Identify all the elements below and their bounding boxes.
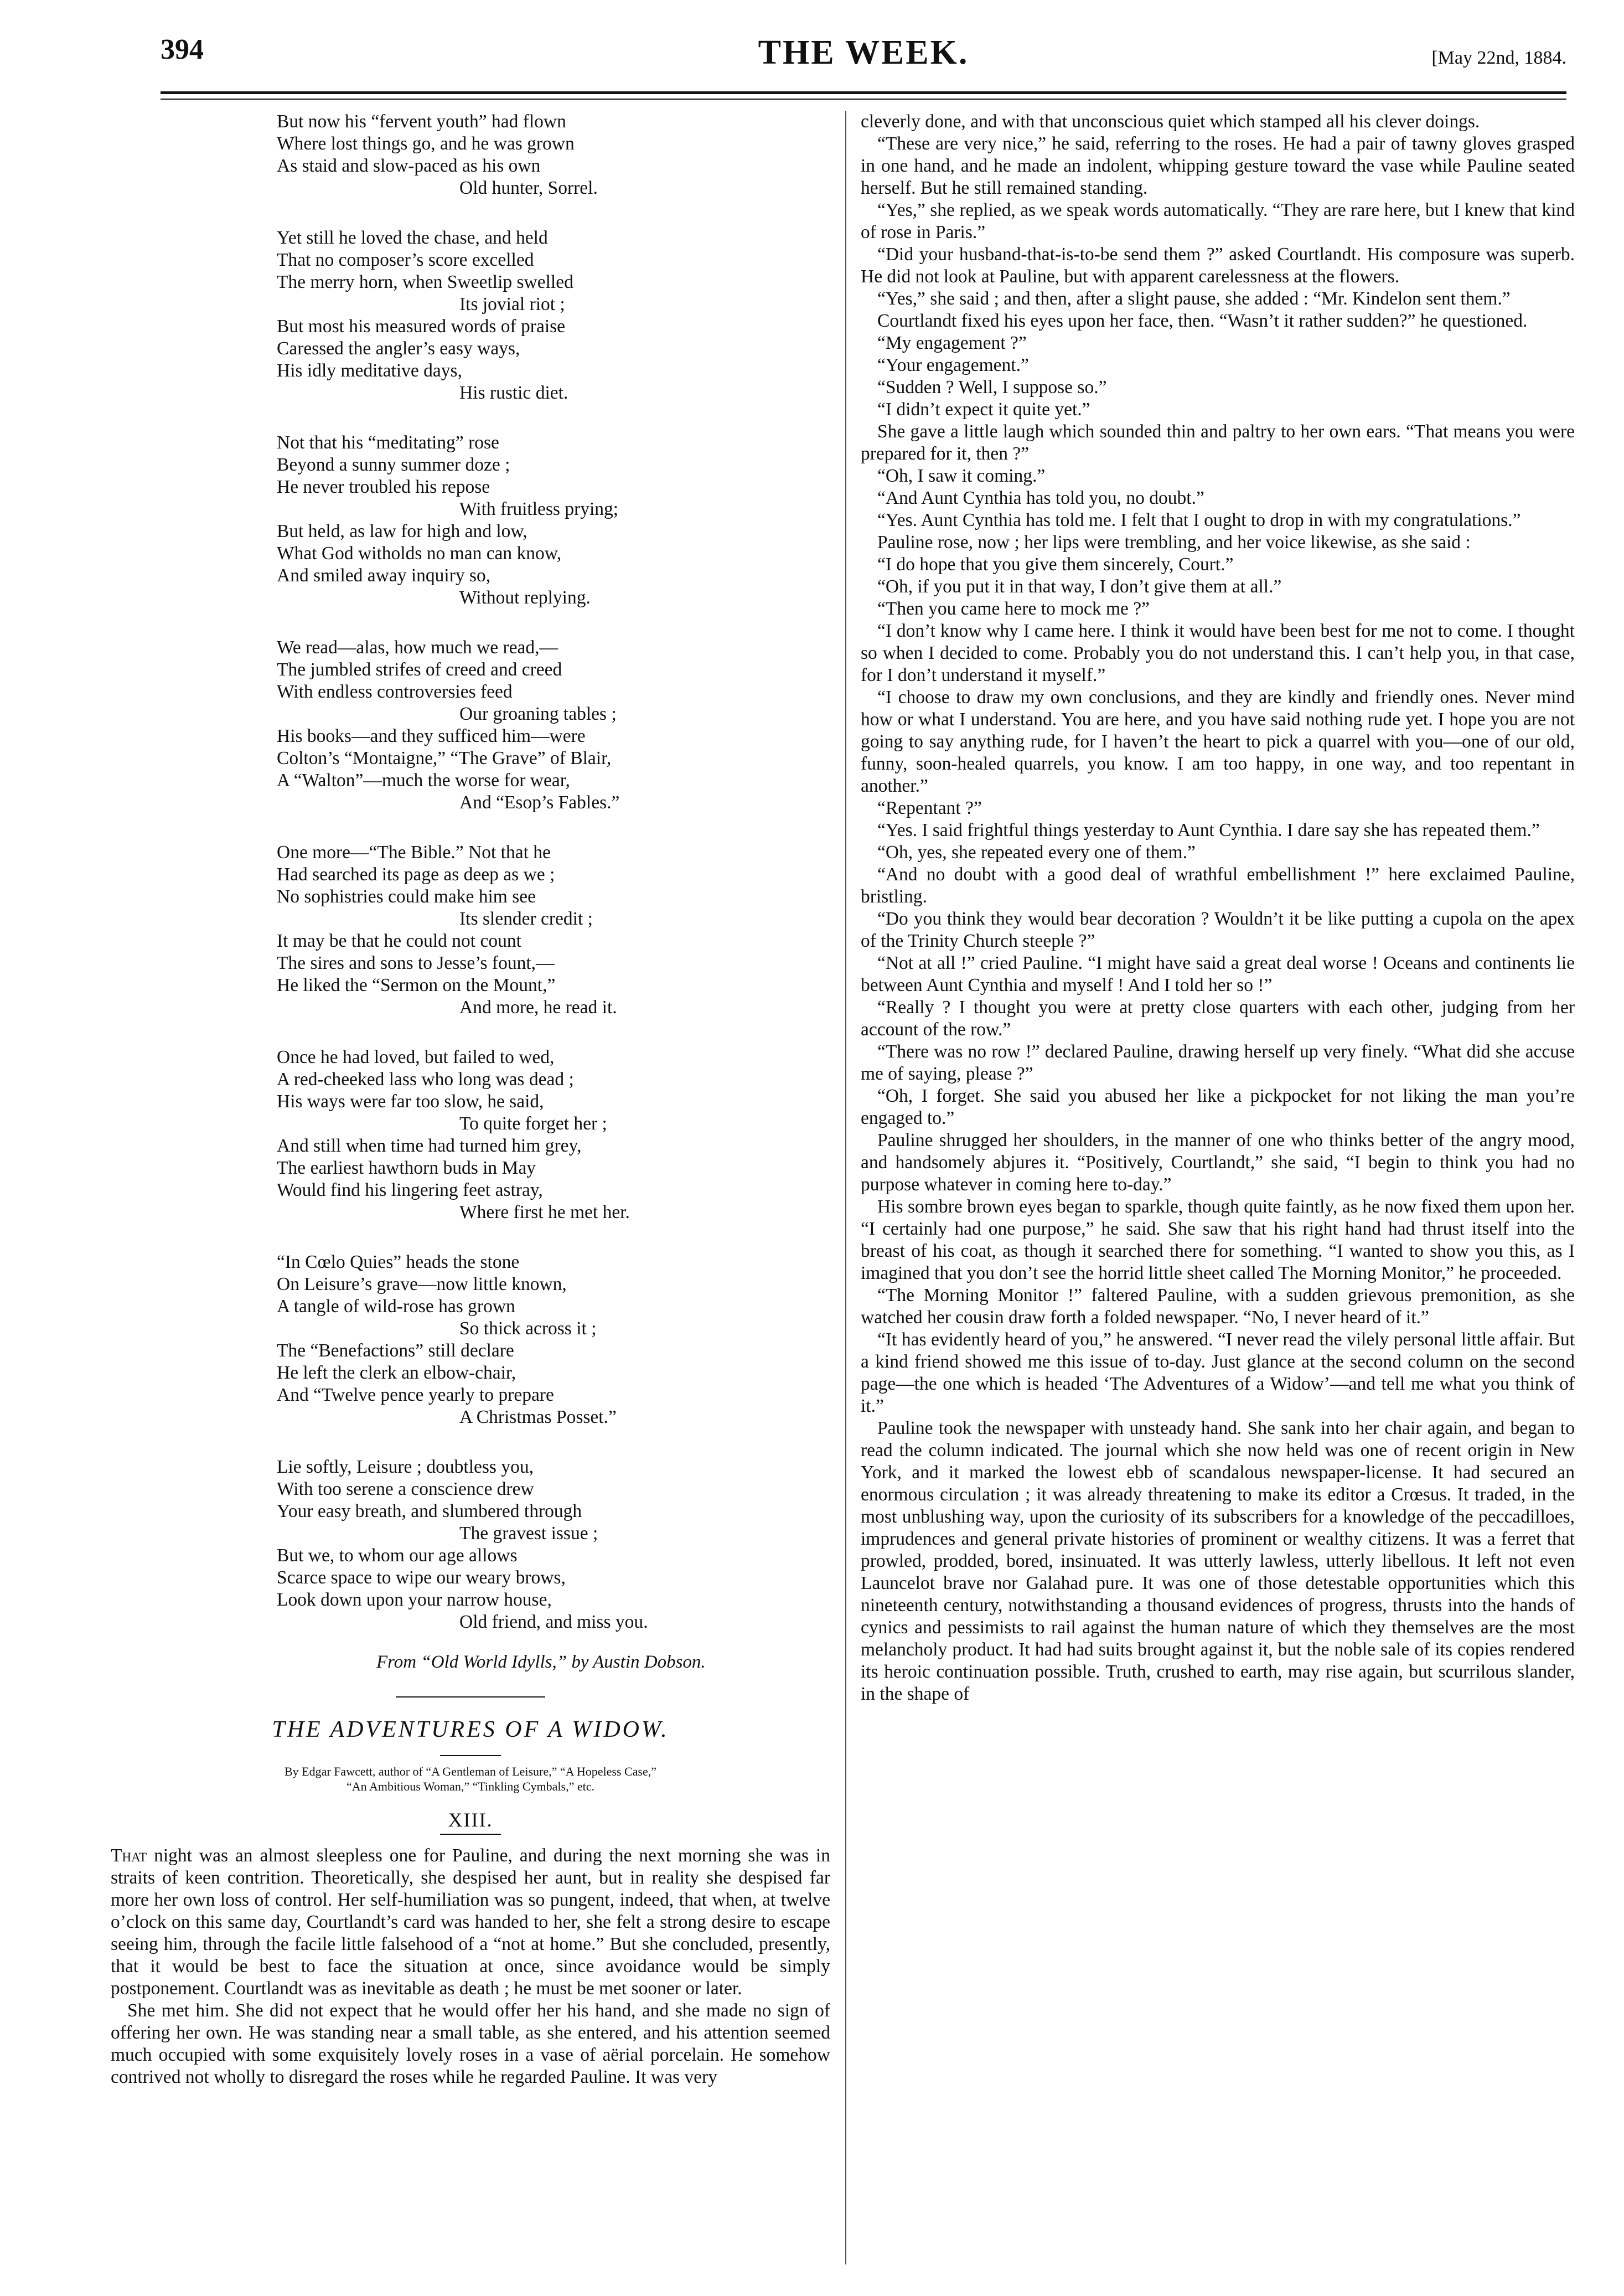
story-byline-1: By Edgar Fawcett, author of “A Gentleman of Leisure,” “A Hopeless Case,”	[284, 1764, 656, 1778]
poem-line: Look down upon your narrow house,	[277, 1590, 552, 1610]
poem-line: His books—and they sufficed him—were	[277, 726, 586, 746]
poem-line: Scarce space to wipe our weary brows,	[277, 1567, 566, 1588]
story-paragraph: “Then you came here to mock me ?”	[877, 598, 1150, 619]
story-paragraph: “And no doubt with a good deal of wrathful embellishment !” here exclaimed Pauline, bristling.	[861, 864, 1575, 907]
poem-line: Your easy breath, and slumbered through	[277, 1501, 582, 1521]
poem-line: Colton’s “Montaigne,” “The Grave” of Blair,	[277, 748, 612, 768]
poem-line: Would find his lingering feet astray,	[277, 1180, 543, 1200]
poem-line: That no composer’s score excelled	[277, 250, 534, 270]
poem-line: Its jovial riot ;	[459, 294, 565, 314]
poem-line: As staid and slow-paced as his own	[277, 156, 541, 176]
story-paragraph: cleverly done, and with that unconscious quiet which stamped all his clever doings.	[861, 111, 1480, 132]
poem	[277, 111, 830, 1633]
story-paragraph: “I don’t know why I came here. I think it would have been best for me not to come. I thought so when I decided to come. Probably you do not understand this. I can’t help you, in that case, for I don’t understand it myself.”	[861, 621, 1575, 685]
poem-line: With too serene a conscience drew	[277, 1479, 534, 1499]
poem-line: Not that his “meditating” rose	[277, 432, 499, 453]
poem-line: Its slender credit ;	[459, 909, 593, 929]
poem-line: “In Cœlo Quies” heads the stone	[277, 1252, 520, 1272]
poem-line: Beyond a sunny summer doze ;	[277, 455, 510, 475]
poem-line: But held, as law for high and low,	[277, 521, 527, 541]
poem-line: With endless controversies feed	[277, 682, 513, 702]
poem-line: The merry horn, when Sweetlip swelled	[277, 272, 573, 292]
poem-line: A tangle of wild-rose has grown	[277, 1296, 515, 1317]
header-rule-thick	[161, 91, 1566, 94]
poem-citation: From “Old World Idylls,” by Austin Dobson.	[376, 1652, 706, 1672]
story-byline-2: “An Ambitious Woman,” “Tinkling Cymbals,” etc.	[346, 1779, 594, 1793]
poem-line: Caressed the angler’s easy ways,	[277, 338, 520, 359]
poem-line: The “Benefactions” still declare	[277, 1340, 514, 1361]
poem-line: The earliest hawthorn buds in May	[277, 1158, 536, 1178]
story-paragraph: “I do hope that you give them sincerely, Court.”	[877, 554, 1234, 575]
story-paragraph: “I didn’t expect it quite yet.”	[877, 399, 1090, 420]
poem-line: But now his “fervent youth” had flown	[277, 111, 566, 132]
paragraph-text: night was an almost sleepless one for Pauline, and during the next morning she was in straits of keen contrition. Theoretically, she despised her aunt, but in reality she despised far more her own loss of control. Her self-humiliation was so pungent, indeed, that when, at twelve o’clock on this same day, Courtlandt’s card was handed to her, she felt a strong desire to escape seeing him, through the facile little falsehood of a “not at home.” But she concluded, presently, that it would be best to face the situation at once, since avoidance would be simply postponement. Courtlandt was as inevitable as death ; he must be met sooner or later.	[111, 1845, 830, 1999]
poem-line: Lie softly, Leisure ; doubtless you,	[277, 1457, 534, 1477]
poem-stanza	[277, 842, 830, 1019]
chapter-number: XIII.	[448, 1809, 493, 1831]
poem-line: Old hunter, Sorrel.	[459, 178, 598, 198]
story-paragraph: She met him. She did not expect that he would offer her his hand, and she made no sign of offering her own. He was standing near a small table, as she entered, and his attention seemed much occupied with some exquisitely lovely roses in a vase of aërial porcelain. He somehow contrived not wholly to disregard the roses while he regarded Pauline. It was very	[111, 2000, 830, 2087]
story-paragraph: “Oh, yes, she repeated every one of them.”	[877, 842, 1196, 863]
chapter-divider	[440, 1834, 501, 1835]
poem-line: Where first he met her.	[459, 1202, 630, 1222]
poem-line: But most his measured words of praise	[277, 316, 566, 337]
poem-line: And more, he read it.	[459, 997, 617, 1018]
story-paragraph: “Not at all !” cried Pauline. “I might have said a great deal worse ! Oceans and continents lie between Aunt Cynthia and myself ! And I told her so !”	[861, 953, 1575, 995]
poem-line: What God witholds no man can know,	[277, 543, 562, 564]
story-paragraph: “There was no row !” declared Pauline, drawing herself up very finely. “What did she accuse me of saying, please ?”	[861, 1041, 1575, 1084]
poem-stanza	[277, 432, 830, 609]
poem-line: Without replying.	[459, 587, 591, 608]
story-paragraph: She gave a little laugh which sounded thin and paltry to her own ears. “That means you were prepared for it, then ?”	[861, 421, 1575, 464]
story-paragraph: “Oh, I forget. She said you abused her like a pickpocket for not liking the man you’re engaged to.”	[861, 1086, 1575, 1128]
story-paragraph: “Did your husband-that-is-to-be send them ?” asked Courtlandt. His composure was superb. He did not look at Pauline, but with apparent carelessness at the flowers.	[861, 244, 1575, 287]
poem-line: A red-cheeked lass who long was dead ;	[277, 1069, 574, 1090]
story-paragraph: “Yes. Aunt Cynthia has told me. I felt that I ought to drop in with my congratulations.”	[877, 510, 1521, 530]
story-paragraph: “Yes,” she said ; and then, after a slight pause, she added : “Mr. Kindelon sent them.”	[877, 288, 1511, 309]
poem-line: The sires and sons to Jesse’s fount,—	[277, 953, 555, 973]
poem-stanza	[277, 637, 830, 814]
left-column	[111, 111, 830, 2088]
poem-line: He liked the “Sermon on the Mount,”	[277, 975, 556, 995]
poem-line: No sophistries could make him see	[277, 886, 536, 907]
poem-line: His idly meditative days,	[277, 360, 462, 381]
poem-line: A Christmas Posset.”	[459, 1407, 617, 1427]
section-divider	[396, 1696, 545, 1698]
story-paragraph	[111, 1845, 830, 2000]
right-column	[861, 111, 1575, 1705]
poem-stanza	[277, 1456, 830, 1633]
story-paragraph: “Oh, I saw it coming.”	[877, 466, 1046, 486]
poem-line: And “Twelve pence yearly to prepare	[277, 1385, 554, 1405]
story-paragraph: “Repentant ?”	[877, 798, 982, 818]
poem-line: Once he had loved, but failed to wed,	[277, 1047, 555, 1067]
poem-line: And still when time had turned him grey,	[277, 1136, 582, 1156]
poem-line: Had searched its page as deep as we ;	[277, 864, 555, 885]
poem-stanza	[277, 111, 830, 199]
story-paragraph: “Your engagement.”	[877, 355, 1029, 375]
poem-line: On Leisure’s grave—now little known,	[277, 1274, 567, 1294]
story-paragraph: “Sudden ? Well, I suppose so.”	[877, 377, 1107, 398]
story-paragraph: “Do you think they would bear decoration ? Wouldn’t it be like putting a cupola on the apex of the Trinity Church steeple ?”	[861, 909, 1575, 951]
poem-line: A “Walton”—much the worse for wear,	[277, 770, 570, 791]
poem-line: And smiled away inquiry so,	[277, 565, 491, 586]
story-paragraph: Pauline shrugged her shoulders, in the manner of one who thinks better of the angry mood, and handsomely abjures it. “Positively, Courtlandt,” she said, “I begin to think you had no purpose whatever in coming here to-day.”	[861, 1130, 1575, 1195]
issue-date: [May 22nd, 1884.	[1431, 48, 1566, 68]
poem-line: With fruitless prying;	[459, 499, 619, 519]
story-paragraph: Courtlandt fixed his eyes upon her face, then. “Wasn’t it rather sudden?” he questioned.	[877, 311, 1528, 331]
story-paragraph: Pauline took the newspaper with unsteady hand. She sank into her chair again, and began to read the column indicated. The journal which she now held was one of recent origin in New York, and it marked the lowest ebb of scandalous newspaper-license. It had secured an enormous circulation ; it was already threatening to make its editor a Crœsus. It traded, in the most unblushing way, upon the curiosity of its subscribers for a knowledge of the peccadilloes, imprudences and general private histories of prominent or wealthy citizens. It was a ferret that prowled, prodded, bored, insinuated. It was utterly lawless, utterly libellous. It left not even Launcelot brave nor Galahad pure. It was one of those detestable opportunities which this nineteenth century, notwithstanding a thousand evidences of progress, thrusts into the hands of cynics and pessimists to rail against the human nature of which they themselves are the most melancholy product. It had had suits brought against it, but the noble sale of its copies rendered its heroic continuation possible. Truth, crushed to earth, may rise again, but scurrilous slander, in the shape of	[861, 1418, 1575, 1704]
poem-line: Old friend, and miss you.	[459, 1612, 648, 1632]
story-text-left	[111, 1845, 830, 2088]
poem-line: We read—alas, how much we read,—	[277, 637, 558, 658]
poem-line: Where lost things go, and he was grown	[277, 133, 575, 154]
story-paragraph: “These are very nice,” he said, referring to the roses. He had a pair of tawny gloves grasped in one hand, and he made an indolent, whipping gesture toward the vase while Pauline seated herself. But he still remained standing.	[861, 133, 1575, 198]
poem-line: He left the clerk an elbow-chair,	[277, 1363, 516, 1383]
story-paragraph: Pauline rose, now ; her lips were trembling, and her voice likewise, as she said :	[877, 532, 1471, 553]
story-paragraph: “Oh, if you put it in that way, I don’t give them at all.”	[877, 576, 1282, 597]
story-paragraph: “Yes. I said frightful things yesterday to Aunt Cynthia. I dare say she has repeated them.”	[877, 820, 1540, 840]
story-paragraph: “Yes,” she replied, as we speak words automatically. “They are rare here, but I knew that kind of rose in Paris.”	[861, 200, 1575, 243]
publication-title: THE WEEK.	[758, 34, 969, 71]
poem-line: His ways were far too slow, he said,	[277, 1091, 544, 1112]
title-divider	[440, 1755, 501, 1756]
poem-line: He never troubled his repose	[277, 477, 490, 497]
story-title: THE ADVENTURES OF A WIDOW.	[272, 1717, 669, 1742]
poem-stanza	[277, 1046, 830, 1224]
poem-line: So thick across it ;	[459, 1318, 597, 1339]
poem-line: To quite forget her ;	[459, 1113, 607, 1134]
story-paragraph: “It has evidently heard of you,” he answered. “I never read the vilely personal little affair. But a kind friend showed me this issue of to-day. Just glance at the second column on the second page—the one which is headed ‘The Adventures of a Widow’—and tell me what you think of it.”	[861, 1329, 1575, 1416]
poem-line: It may be that he could not count	[277, 931, 521, 951]
poem-line: The gravest issue ;	[459, 1523, 598, 1544]
story-paragraph: “My engagement ?”	[877, 333, 1027, 353]
poem-stanza	[277, 227, 830, 404]
lead-word: That	[111, 1845, 147, 1866]
poem-line: Our groaning tables ;	[459, 704, 617, 724]
poem-line: Yet still he loved the chase, and held	[277, 228, 548, 248]
story-paragraph: “Really ? I thought you were at pretty close quarters with each other, judging from her account of the row.”	[861, 997, 1575, 1040]
header-rule-thin	[161, 99, 1566, 100]
poem-line: And “Esop’s Fables.”	[459, 792, 620, 813]
page-number: 394	[161, 34, 204, 65]
poem-stanza	[277, 1251, 830, 1428]
story-text-right	[861, 111, 1575, 1705]
story-paragraph: “I choose to draw my own conclusions, and they are kindly and friendly ones. Never mind how or what I understand. You are here, and you have said nothing rude yet. I hope you are not going to say anything rude, for I haven’t the heart to pick a quarrel with you—one of our old, funny, soon-healed quarrels, you know. I am too happy, in one way, and too repentant in another.”	[861, 687, 1575, 796]
story-paragraph: “And Aunt Cynthia has told you, no doubt.”	[877, 488, 1204, 508]
page-header	[161, 33, 1566, 94]
story-paragraph: “The Morning Monitor !” faltered Pauline, with a sudden grievous premonition, as she watched her cousin draw forth a folded newspaper. “No, I never heard of it.”	[861, 1285, 1575, 1328]
poem-line: His rustic diet.	[459, 383, 568, 403]
poem-line: The jumbled strifes of creed and creed	[277, 659, 562, 680]
poem-line: But we, to whom our age allows	[277, 1545, 518, 1566]
column-divider	[845, 111, 846, 2264]
poem-line: One more—“The Bible.” Not that he	[277, 842, 551, 863]
story-paragraph: His sombre brown eyes began to sparkle, though quite faintly, as he now fixed them upon her. “I certainly had one purpose,” he said. She saw that his right hand had thrust itself into the breast of his coat, as though it searched there for something. “I wanted to show you this, as I imagined that you don’t see the horrid little sheet called The Morning Monitor,” he proceeded.	[861, 1196, 1575, 1283]
